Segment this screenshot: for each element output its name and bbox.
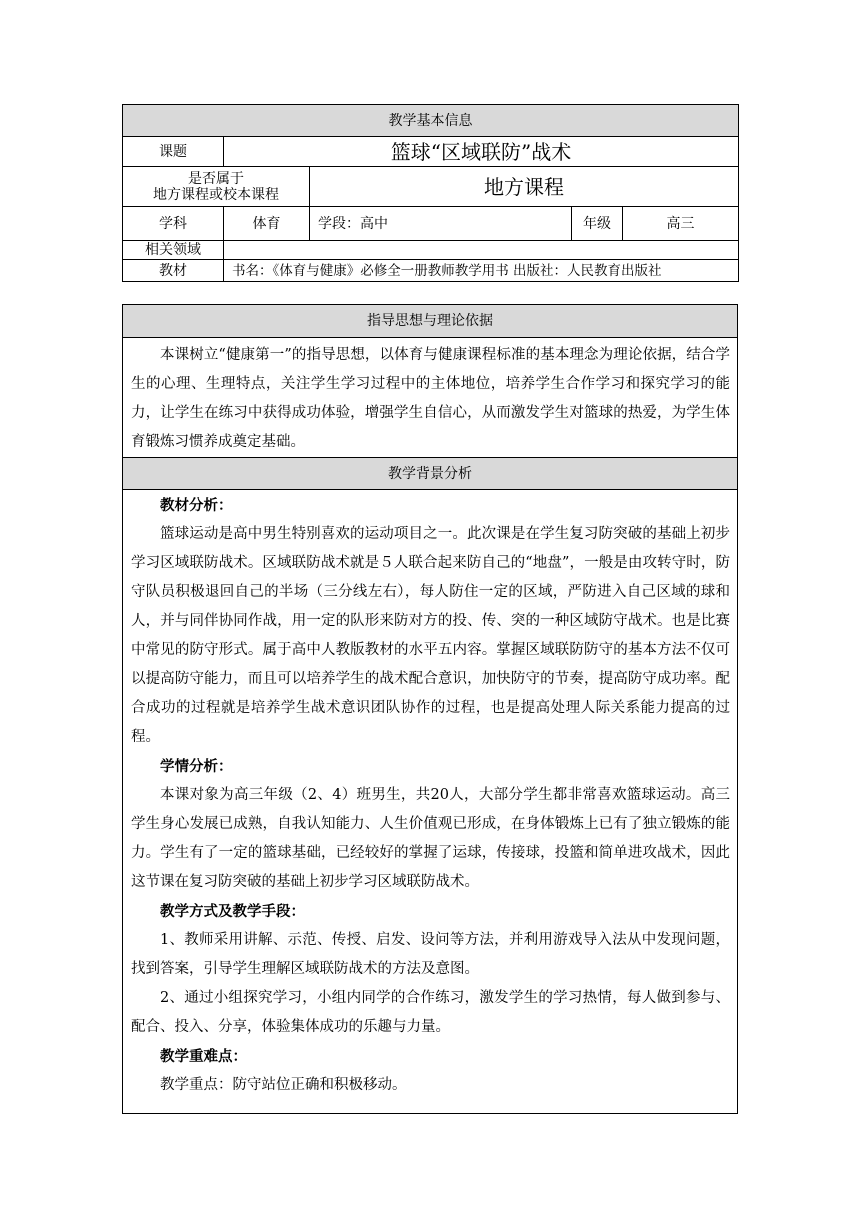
textbook-value: 书名：《体育与健康》必修全一册教师教学用书 出版社：人民教育出版社	[224, 260, 739, 282]
course-type-label	[123, 167, 310, 207]
method-text-1: 1、教师采用讲解、示范、传授、启发、设问等方法，并利用游戏导入法从中发现问题，找到答案，引导学生理解区域联防战术的方法及意图。	[131, 932, 730, 977]
student-text: 本课对象为高三年级（2、4）班男生，共20人，大部分学生都非常喜欢篮球运动。高三学生身心发展已成熟，自我认知能力、人生价值观已形成，在身体锻炼上已有了独立锻炼的能力。学生有了一定的篮球基础，已经较好的掌握了运球，传接球，投篮和简单进攻战术，因此这节课在复习防突破的基础上初步学习区域联防战术。	[131, 787, 730, 890]
related-value	[224, 241, 739, 260]
topic-label: 课题	[123, 137, 224, 167]
material-text: 篮球运动是高中男生特别喜欢的运动项目之一。此次课是在学生复习防突破的基础上初步学习区域联防战术。区域联防战术就是５人联合起来防自己的“地盘”，一般是由攻转守时，防守队员积极退回自己的半场（三分线左右），每人防住一定的区域，严防进入自己区域的球和人，并与同伴协同作战，用一定的队形来防对方的投、传、突的一种区域防守战术。也是比赛中常见的防守形式。属于高中人教版教材的水平五内容。掌握区域联防防守的基本方法不仅可以提高防守能力，而且可以培养学生的战术配合意识，加快防守的节奏，提高防守成功率。配合成功的过程就是培养学生战术意识团队协作的过程，也是提高处理人际关系能力提高的过程。	[131, 526, 730, 745]
key-heading: 教学重难点：	[160, 1048, 247, 1065]
topic-value: 篮球“区域联防”战术	[224, 137, 739, 167]
guiding-text: 本课树立“健康第一”的指导思想，以体育与健康课程标准的基本理念为理论依据，结合学生的心理、生理特点，关注学生学习过程中的主体地位，培养学生合作学习和探究学习的能力，让学生在练习中获得成功体验，增强学生自信心，从而激发学生对篮球的热爱，为学生体育锻炼习惯养成奠定基础。	[131, 347, 730, 450]
method-text-2: 2、通过小组探究学习，小组内同学的合作练习，激发学生的学习热情，每人做到参与、配合、投入、分享，体验集体成功的乐趣与力量。	[131, 990, 730, 1035]
analysis-table	[122, 304, 738, 1114]
course-type-label-line2: 地方课程或校本课程	[153, 186, 279, 203]
subject-label: 学科	[123, 207, 224, 241]
guiding-cell	[123, 338, 738, 458]
subject-value: 体育	[224, 207, 310, 241]
background-cell	[123, 490, 738, 1114]
key-text: 教学重点：防守站位正确和积极移动。	[160, 1077, 407, 1093]
background-header: 教学背景分析	[123, 458, 738, 490]
course-type-label-line1: 是否属于	[188, 170, 244, 187]
student-heading: 学情分析：	[160, 758, 233, 775]
guiding-header: 指导思想与理论依据	[123, 305, 738, 338]
basic-info-header: 教学基本信息	[123, 105, 739, 137]
material-heading: 教材分析：	[160, 497, 233, 514]
stage-text: 学段：高中	[310, 207, 572, 241]
textbook-label: 教材	[123, 260, 224, 282]
related-label: 相关领域	[123, 241, 224, 260]
course-type-value: 地方课程	[310, 167, 739, 207]
basic-info-table	[122, 104, 739, 282]
grade-value: 高三	[623, 207, 739, 241]
grade-label: 年级	[572, 207, 623, 241]
method-heading: 教学方式及教学手段：	[160, 903, 305, 920]
